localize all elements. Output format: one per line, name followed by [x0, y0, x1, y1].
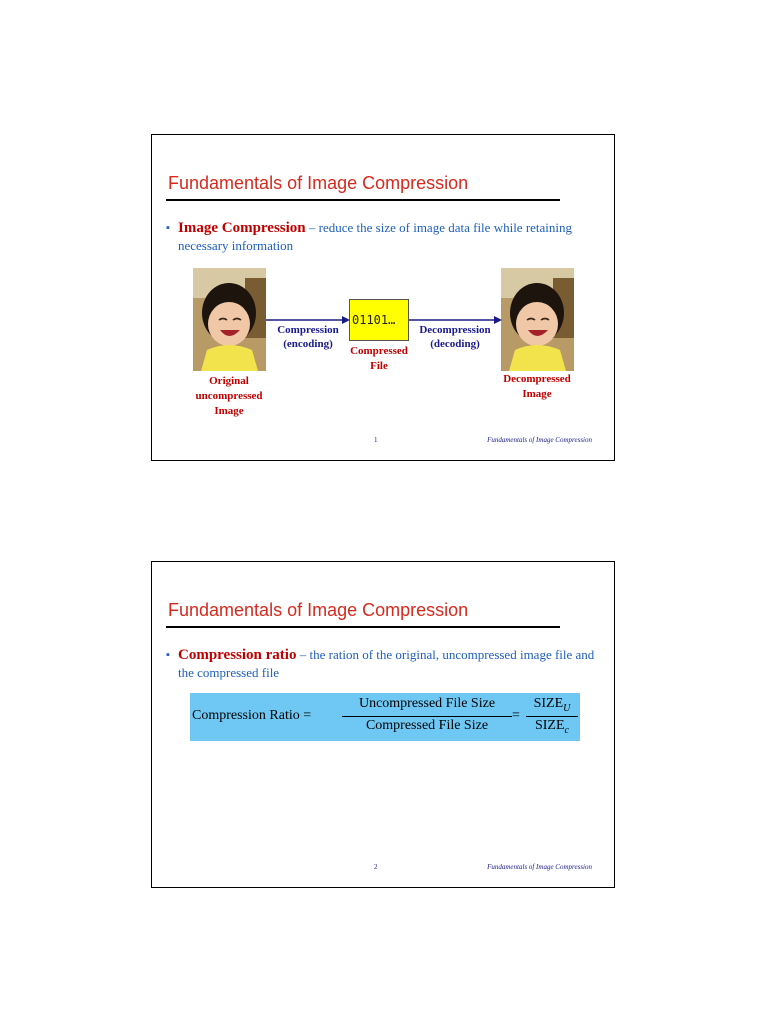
slide-2: [151, 561, 615, 888]
title-underline: [166, 199, 560, 201]
slide-footer: Fundamentals of Image Compression: [487, 436, 592, 444]
page-number: 2: [374, 863, 378, 871]
formula-equals: =: [512, 708, 520, 723]
compression-label-line1: Compression: [277, 324, 339, 336]
bullet-term: Image Compression: [178, 220, 306, 236]
compression-label-line2: (encoding): [283, 338, 333, 350]
original-image-label: [180, 374, 278, 419]
size-uncompressed: [526, 696, 578, 714]
original-image-label-line2: uncompressed: [195, 390, 263, 402]
size-bottom-label: SIZE: [534, 718, 565, 733]
slide-title: Fundamentals of Image Compression: [168, 173, 469, 193]
compressed-file-label: [339, 344, 419, 374]
decompression-label-line2: (decoding): [430, 338, 480, 350]
title-underline: [166, 626, 560, 628]
decompression-label-line1: Decompression: [419, 324, 491, 336]
decompressed-image-photo: [501, 268, 574, 371]
size-bottom-subscript: c: [564, 724, 569, 736]
original-image-label-line3: Image: [214, 405, 244, 417]
decompression-label: [411, 323, 499, 351]
size-top-label: SIZE: [533, 696, 564, 711]
formula-denominator: Compressed File Size: [365, 718, 489, 733]
bullet-point: [166, 646, 598, 682]
size-compressed: [526, 718, 578, 736]
bullet-square-icon: ▪: [166, 649, 170, 661]
slide-footer: Fundamentals of Image Compression: [487, 863, 592, 871]
formula-numerator: Uncompressed File Size: [358, 696, 496, 711]
decompressed-image-label: [486, 372, 588, 402]
decompressed-image-label-line1: Decompressed: [503, 373, 571, 385]
compressed-file-label-line2: File: [370, 360, 388, 372]
page-number: 1: [374, 436, 378, 444]
slide-title: Fundamentals of Image Compression: [168, 600, 469, 620]
compression-ratio-formula: [190, 693, 580, 741]
formula-lhs: Compression Ratio =: [192, 708, 312, 723]
original-image-photo: [193, 268, 266, 371]
bullet-description: – the ration of the original, uncompressed image file and the compressed file: [178, 647, 595, 680]
bullet-description: – reduce the size of image data file while retaining necessary information: [178, 220, 573, 253]
fraction-bar: [342, 716, 512, 717]
bullet-point: [166, 219, 598, 255]
compressed-file-label-line1: Compressed: [350, 345, 408, 357]
compressed-data-box: 01101…: [349, 299, 409, 341]
fraction-bar-2: [526, 716, 578, 717]
slide-1: [151, 134, 615, 461]
size-top-subscript: U: [563, 702, 571, 714]
original-image-label-line1: Original: [209, 375, 249, 387]
bullet-term: Compression ratio: [178, 647, 297, 663]
compression-label: [268, 323, 348, 351]
decompressed-image-label-line2: Image: [522, 388, 552, 400]
bullet-square-icon: ▪: [166, 222, 170, 234]
